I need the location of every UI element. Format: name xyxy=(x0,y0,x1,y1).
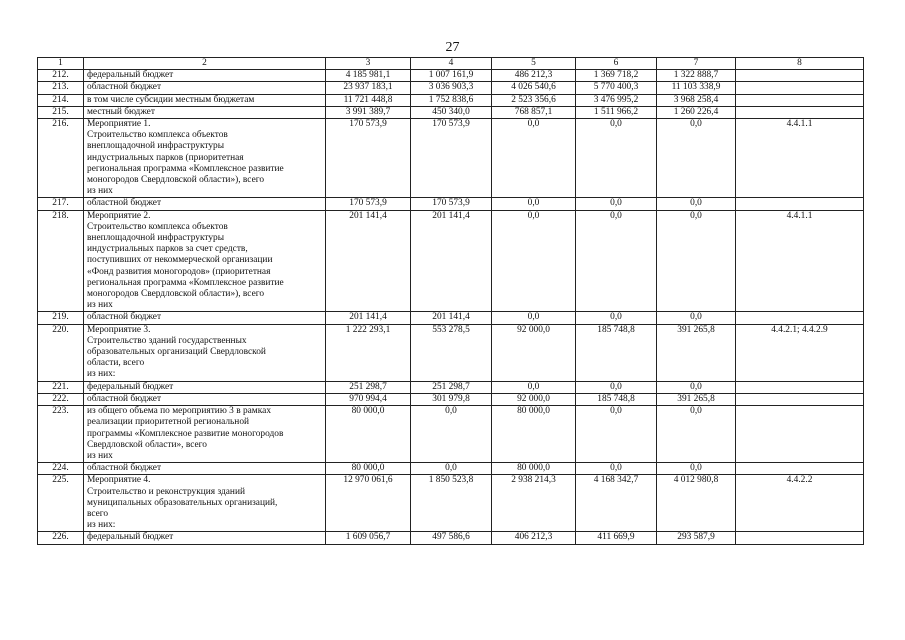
description-line: региональная программа «Комплексное развитие xyxy=(87,163,284,174)
target-reference: 4.4.2.2 xyxy=(736,475,864,532)
amount-cell-v3: 23 937 183,1 xyxy=(326,82,411,94)
amount-cell-v5: 4 026 540,6 xyxy=(492,82,576,94)
amount-cell-v4: 201 141,4 xyxy=(411,312,492,324)
amount-cell-v5: 92 000,0 xyxy=(492,393,576,405)
amount-cell-v5: 0,0 xyxy=(492,210,576,312)
description-line: реализации приоритетной региональной xyxy=(87,417,250,428)
amount-cell-v3: 201 141,4 xyxy=(326,312,411,324)
amount-cell-v3: 1 609 056,7 xyxy=(326,532,411,544)
description-line: программы «Комплексное развитие моногородов xyxy=(87,428,284,439)
amount-cell-v5: 486 212,3 xyxy=(492,70,576,82)
amount-cell-v5: 92 000,0 xyxy=(492,324,576,381)
column-header: 8 xyxy=(736,58,864,70)
amount-cell-v5: 406 212,3 xyxy=(492,532,576,544)
description-line: из них xyxy=(87,450,113,461)
table-row xyxy=(38,198,864,210)
description-line: федеральный бюджет xyxy=(87,70,174,81)
amount-cell-v6: 0,0 xyxy=(576,210,657,312)
amount-cell-v3: 201 141,4 xyxy=(326,210,411,312)
row-number: 220. xyxy=(38,324,84,381)
amount-cell-v6: 185 748,8 xyxy=(576,393,657,405)
table-body xyxy=(38,70,864,544)
description-line: областной бюджет xyxy=(87,82,162,93)
description-line: региональная программа «Комплексное развитие xyxy=(87,277,284,288)
table-row xyxy=(38,312,864,324)
header-row xyxy=(38,58,864,70)
amount-cell-v3: 970 994,4 xyxy=(326,393,411,405)
target-reference xyxy=(736,106,864,118)
row-description xyxy=(84,70,326,82)
description-line: Мероприятие 1. xyxy=(87,119,151,130)
description-line: из них: xyxy=(87,369,116,380)
amount-cell-v6: 0,0 xyxy=(576,119,657,198)
description-line: Мероприятие 2. xyxy=(87,210,151,221)
amount-cell-v7: 391 265,8 xyxy=(657,393,736,405)
amount-cell-v4: 1 752 838,6 xyxy=(411,94,492,106)
row-number: 223. xyxy=(38,406,84,463)
description-line: Свердловской области», всего xyxy=(87,439,207,450)
amount-cell-v6: 4 168 342,7 xyxy=(576,475,657,532)
description-line: из общего объема по мероприятию 3 в рамках xyxy=(87,406,272,417)
table-row xyxy=(38,210,864,312)
target-reference xyxy=(736,198,864,210)
table-row xyxy=(38,532,864,544)
amount-cell-v6: 0,0 xyxy=(576,381,657,393)
table-row xyxy=(38,475,864,532)
amount-cell-v5: 0,0 xyxy=(492,119,576,198)
amount-cell-v4: 301 979,8 xyxy=(411,393,492,405)
description-line: Строительство и реконструкция зданий xyxy=(87,486,245,497)
row-description xyxy=(84,82,326,94)
amount-cell-v4: 0,0 xyxy=(411,406,492,463)
description-line: федеральный бюджет xyxy=(87,381,174,392)
amount-cell-v5: 0,0 xyxy=(492,312,576,324)
table-row xyxy=(38,106,864,118)
row-number: 217. xyxy=(38,198,84,210)
amount-cell-v5: 80 000,0 xyxy=(492,406,576,463)
target-reference xyxy=(736,82,864,94)
amount-cell-v7: 0,0 xyxy=(657,210,736,312)
description-line: местный бюджет xyxy=(87,106,155,117)
amount-cell-v3: 80 000,0 xyxy=(326,406,411,463)
amount-cell-v5: 0,0 xyxy=(492,198,576,210)
row-number: 212. xyxy=(38,70,84,82)
amount-cell-v3: 251 298,7 xyxy=(326,381,411,393)
amount-cell-v4: 0,0 xyxy=(411,463,492,475)
description-line: из них xyxy=(87,300,113,311)
amount-cell-v6: 1 369 718,2 xyxy=(576,70,657,82)
row-description xyxy=(84,312,326,324)
description-line: федеральный бюджет xyxy=(87,532,174,543)
target-reference xyxy=(736,463,864,475)
amount-cell-v6: 0,0 xyxy=(576,406,657,463)
amount-cell-v3: 11 721 448,8 xyxy=(326,94,411,106)
row-description xyxy=(84,210,326,312)
amount-cell-v7: 1 260 226,4 xyxy=(657,106,736,118)
page-number: 27 xyxy=(445,40,460,55)
row-description xyxy=(84,475,326,532)
description-line: индустриальных парков (приоритетная xyxy=(87,152,244,163)
description-line: Строительство зданий государственных xyxy=(87,335,247,346)
description-line: из них: xyxy=(87,520,116,531)
description-line: моногородов Свердловской области»), всего xyxy=(87,175,265,186)
table-row xyxy=(38,406,864,463)
amount-cell-v5: 80 000,0 xyxy=(492,463,576,475)
row-number: 215. xyxy=(38,106,84,118)
amount-cell-v4: 201 141,4 xyxy=(411,210,492,312)
target-reference xyxy=(736,532,864,544)
amount-cell-v7: 0,0 xyxy=(657,381,736,393)
row-description xyxy=(84,463,326,475)
row-number: 222. xyxy=(38,393,84,405)
description-line: области, всего xyxy=(87,358,145,369)
table-row xyxy=(38,94,864,106)
row-number: 214. xyxy=(38,94,84,106)
target-reference: 4.4.1.1 xyxy=(736,119,864,198)
amount-cell-v7: 0,0 xyxy=(657,463,736,475)
description-line: моногородов Свердловской области»), всего xyxy=(87,289,265,300)
description-line: областной бюджет xyxy=(87,393,162,404)
amount-cell-v3: 80 000,0 xyxy=(326,463,411,475)
amount-cell-v3: 170 573,9 xyxy=(326,198,411,210)
description-line: «Фонд развития моногородов» (приоритетная xyxy=(87,266,271,277)
amount-cell-v7: 293 587,9 xyxy=(657,532,736,544)
amount-cell-v6: 185 748,8 xyxy=(576,324,657,381)
column-header: 6 xyxy=(576,58,657,70)
target-reference xyxy=(736,393,864,405)
description-line: Строительство комплекса объектов xyxy=(87,221,228,232)
row-description xyxy=(84,119,326,198)
target-reference: 4.4.1.1 xyxy=(736,210,864,312)
amount-cell-v7: 391 265,8 xyxy=(657,324,736,381)
amount-cell-v7: 4 012 980,8 xyxy=(657,475,736,532)
description-line: поступивших от некоммерческой организации xyxy=(87,255,273,266)
description-line: индустриальных парков за счет средств, xyxy=(87,244,248,255)
amount-cell-v7: 1 322 888,7 xyxy=(657,70,736,82)
amount-cell-v3: 170 573,9 xyxy=(326,119,411,198)
amount-cell-v4: 170 573,9 xyxy=(411,119,492,198)
target-reference xyxy=(736,381,864,393)
target-reference: 4.4.2.1; 4.4.2.9 xyxy=(736,324,864,381)
budget-table xyxy=(37,57,864,545)
amount-cell-v6: 0,0 xyxy=(576,463,657,475)
description-line: из них xyxy=(87,186,113,197)
amount-cell-v3: 12 970 061,6 xyxy=(326,475,411,532)
column-header: 1 xyxy=(38,58,84,70)
amount-cell-v7: 0,0 xyxy=(657,406,736,463)
amount-cell-v3: 3 991 389,7 xyxy=(326,106,411,118)
description-line: внеплощадочной инфраструктуры xyxy=(87,233,225,244)
row-number: 218. xyxy=(38,210,84,312)
amount-cell-v7: 3 968 258,4 xyxy=(657,94,736,106)
row-number: 221. xyxy=(38,381,84,393)
amount-cell-v4: 553 278,5 xyxy=(411,324,492,381)
table-row xyxy=(38,82,864,94)
row-description xyxy=(84,106,326,118)
description-line: Мероприятие 3. xyxy=(87,324,151,335)
description-line: муниципальных образовательных организаций, xyxy=(87,497,278,508)
column-header: 2 xyxy=(84,58,326,70)
table-row xyxy=(38,393,864,405)
row-number: 219. xyxy=(38,312,84,324)
description-line: внеплощадочной инфраструктуры xyxy=(87,141,225,152)
amount-cell-v6: 3 476 995,2 xyxy=(576,94,657,106)
row-description xyxy=(84,381,326,393)
amount-cell-v4: 3 036 903,3 xyxy=(411,82,492,94)
row-number: 226. xyxy=(38,532,84,544)
amount-cell-v4: 1 850 523,8 xyxy=(411,475,492,532)
amount-cell-v6: 411 669,9 xyxy=(576,532,657,544)
row-number: 213. xyxy=(38,82,84,94)
row-number: 224. xyxy=(38,463,84,475)
row-description xyxy=(84,532,326,544)
row-description xyxy=(84,198,326,210)
table-row xyxy=(38,119,864,198)
amount-cell-v7: 0,0 xyxy=(657,119,736,198)
row-number: 216. xyxy=(38,119,84,198)
amount-cell-v7: 0,0 xyxy=(657,312,736,324)
amount-cell-v6: 1 511 966,2 xyxy=(576,106,657,118)
description-line: Строительство комплекса объектов xyxy=(87,130,228,141)
row-description xyxy=(84,324,326,381)
column-header: 5 xyxy=(492,58,576,70)
table-row xyxy=(38,381,864,393)
table-row xyxy=(38,463,864,475)
row-description xyxy=(84,94,326,106)
amount-cell-v7: 0,0 xyxy=(657,198,736,210)
column-header: 3 xyxy=(326,58,411,70)
amount-cell-v3: 4 185 981,1 xyxy=(326,70,411,82)
row-description xyxy=(84,406,326,463)
column-header: 7 xyxy=(657,58,736,70)
target-reference xyxy=(736,70,864,82)
table-row xyxy=(38,70,864,82)
amount-cell-v5: 0,0 xyxy=(492,381,576,393)
amount-cell-v4: 497 586,6 xyxy=(411,532,492,544)
description-line: в том числе субсидии местным бюджетам xyxy=(87,94,255,105)
target-reference xyxy=(736,94,864,106)
amount-cell-v5: 2 938 214,3 xyxy=(492,475,576,532)
column-header: 4 xyxy=(411,58,492,70)
row-description xyxy=(84,393,326,405)
amount-cell-v3: 1 222 293,1 xyxy=(326,324,411,381)
description-line: всего xyxy=(87,508,109,519)
amount-cell-v4: 1 007 161,9 xyxy=(411,70,492,82)
amount-cell-v6: 0,0 xyxy=(576,312,657,324)
description-line: областной бюджет xyxy=(87,198,162,209)
amount-cell-v5: 768 857,1 xyxy=(492,106,576,118)
description-line: Мероприятие 4. xyxy=(87,475,151,486)
description-line: образовательных организаций Свердловской xyxy=(87,347,266,358)
amount-cell-v7: 11 103 338,9 xyxy=(657,82,736,94)
target-reference xyxy=(736,406,864,463)
amount-cell-v6: 0,0 xyxy=(576,198,657,210)
description-line: областной бюджет xyxy=(87,463,162,474)
amount-cell-v5: 2 523 356,6 xyxy=(492,94,576,106)
amount-cell-v6: 5 770 400,3 xyxy=(576,82,657,94)
target-reference xyxy=(736,312,864,324)
amount-cell-v4: 170 573,9 xyxy=(411,198,492,210)
amount-cell-v4: 251 298,7 xyxy=(411,381,492,393)
row-number: 225. xyxy=(38,475,84,532)
description-line: областной бюджет xyxy=(87,312,162,323)
amount-cell-v4: 450 340,0 xyxy=(411,106,492,118)
table-row xyxy=(38,324,864,381)
